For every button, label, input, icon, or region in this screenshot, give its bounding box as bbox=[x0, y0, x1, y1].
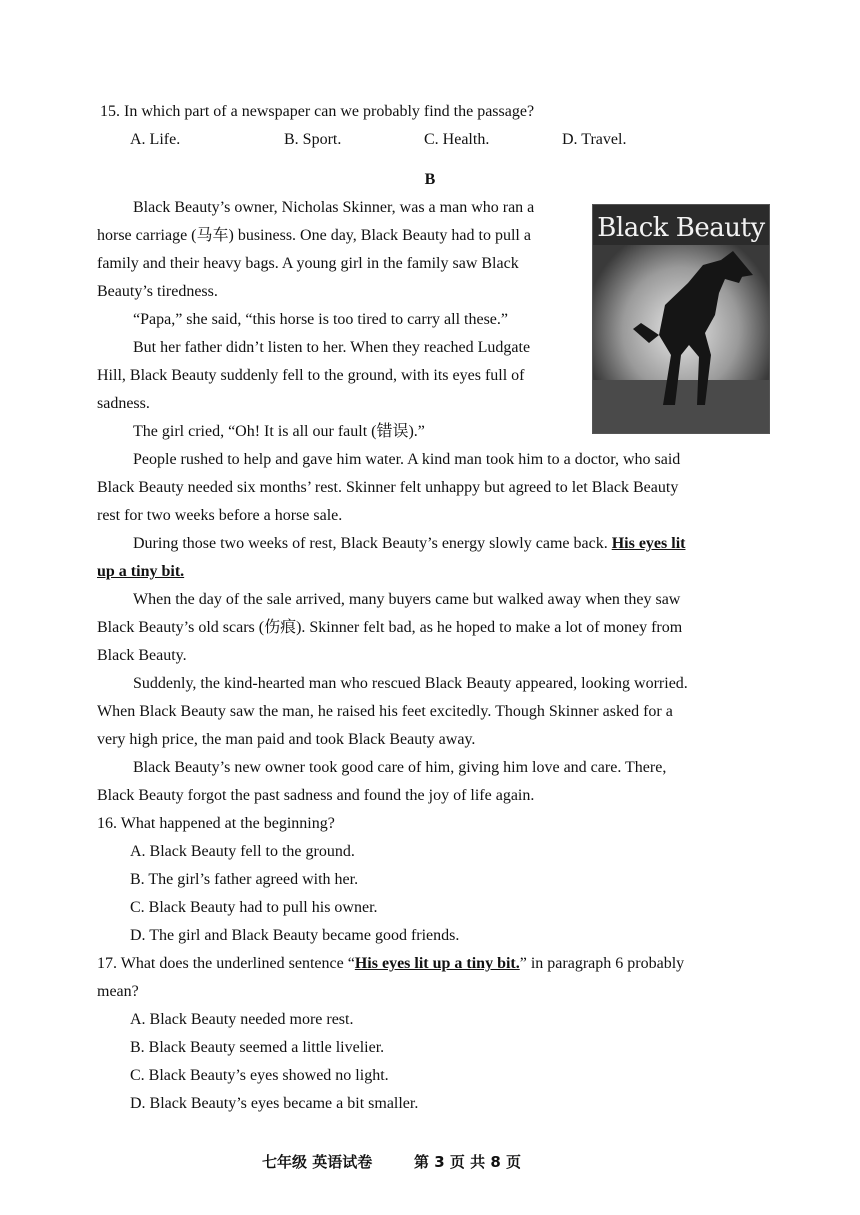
underlined-sentence-part: up a tiny bit. bbox=[97, 563, 185, 580]
footer-page-number: 第 3 页 共 8 页 bbox=[414, 1153, 521, 1171]
q17-prefix: 17. What does the underlined sentence “ bbox=[97, 955, 355, 972]
passage-line: “Papa,” she said, “this horse is too tired to carry all these.” bbox=[133, 311, 508, 328]
q17-option-c: C. Black Beauty’s eyes showed no light. bbox=[130, 1067, 389, 1084]
underlined-sentence-part: His eyes lit bbox=[611, 535, 686, 552]
passage-line: People rushed to help and gave him water. A kind man took him to a doctor, who said bbox=[133, 451, 681, 468]
q15-option-a: A. Life. bbox=[130, 131, 181, 148]
q15-question: 15. In which part of a newspaper can we probably find the passage? bbox=[100, 103, 535, 120]
passage-line: rest for two weeks before a horse sale. bbox=[97, 507, 343, 524]
paragraph-text: During those two weeks of rest, Black Beauty’s energy slowly came back. bbox=[133, 535, 608, 552]
passage-line: horse carriage (马车) business. One day, Black Beauty had to pull a bbox=[97, 227, 531, 244]
q17-question bbox=[97, 950, 684, 978]
passage-line: Black Beauty’s old scars (伤痕). Skinner felt bad, as he hoped to make a lot of money from bbox=[97, 619, 683, 636]
section-label: B bbox=[424, 171, 436, 188]
q15-option-b: B. Sport. bbox=[284, 131, 342, 148]
q17-underlined-sentence: His eyes lit up a tiny bit. bbox=[354, 955, 520, 972]
q16-option-c: C. Black Beauty had to pull his owner. bbox=[130, 899, 378, 916]
passage-line: Black Beauty forgot the past sadness and found the joy of life again. bbox=[97, 787, 535, 804]
q17-option-d: D. Black Beauty’s eyes became a bit smaller. bbox=[130, 1095, 419, 1112]
passage-line: very high price, the man paid and took Black Beauty away. bbox=[97, 731, 476, 748]
passage-line: Suddenly, the kind-hearted man who rescued Black Beauty appeared, looking worried. bbox=[133, 675, 688, 692]
passage-line bbox=[133, 530, 685, 558]
q15-option-d: D. Travel. bbox=[562, 131, 627, 148]
passage-line: But her father didn’t listen to her. When they reached Ludgate bbox=[133, 339, 531, 356]
passage-line: Black Beauty needed six months’ rest. Skinner felt unhappy but agreed to let Black Beauty bbox=[97, 479, 679, 496]
cover-title: Black Beauty bbox=[597, 213, 765, 243]
passage-line: family and their heavy bags. A young girl in the family saw Black bbox=[97, 255, 519, 272]
footer-exam-title: 七年级 英语试卷 bbox=[262, 1153, 373, 1171]
passage-line: The girl cried, “Oh! It is all our fault (错误).” bbox=[133, 423, 425, 440]
passage-line: When Black Beauty saw the man, he raised his feet excitedly. Though Skinner asked for a bbox=[97, 703, 673, 720]
passage-line bbox=[97, 558, 184, 586]
q16-option-b: B. The girl’s father agreed with her. bbox=[130, 871, 359, 888]
passage-line: Beauty’s tiredness. bbox=[97, 283, 218, 300]
passage-line: When the day of the sale arrived, many buyers came but walked away when they saw bbox=[133, 591, 681, 608]
passage-line: sadness. bbox=[97, 395, 150, 412]
q16-option-d: D. The girl and Black Beauty became good friends. bbox=[130, 927, 460, 944]
passage-line: Black Beauty’s owner, Nicholas Skinner, was a man who ran a bbox=[133, 199, 535, 216]
q17-suffix: ” in paragraph 6 probably bbox=[519, 955, 685, 972]
q17-question-line2: mean? bbox=[97, 983, 139, 1000]
q17-option-b: B. Black Beauty seemed a little livelier. bbox=[130, 1039, 385, 1056]
q16-question: 16. What happened at the beginning? bbox=[97, 815, 335, 832]
q16-option-a: A. Black Beauty fell to the ground. bbox=[130, 843, 355, 860]
passage-line: Black Beauty. bbox=[97, 647, 187, 664]
passage-line: Hill, Black Beauty suddenly fell to the ground, with its eyes full of bbox=[97, 367, 525, 384]
passage-line: Black Beauty’s new owner took good care of him, giving him love and care. There, bbox=[133, 759, 667, 776]
q17-option-a: A. Black Beauty needed more rest. bbox=[130, 1011, 354, 1028]
q15-option-c: C. Health. bbox=[424, 131, 490, 148]
black-beauty-cover-image bbox=[592, 204, 770, 434]
